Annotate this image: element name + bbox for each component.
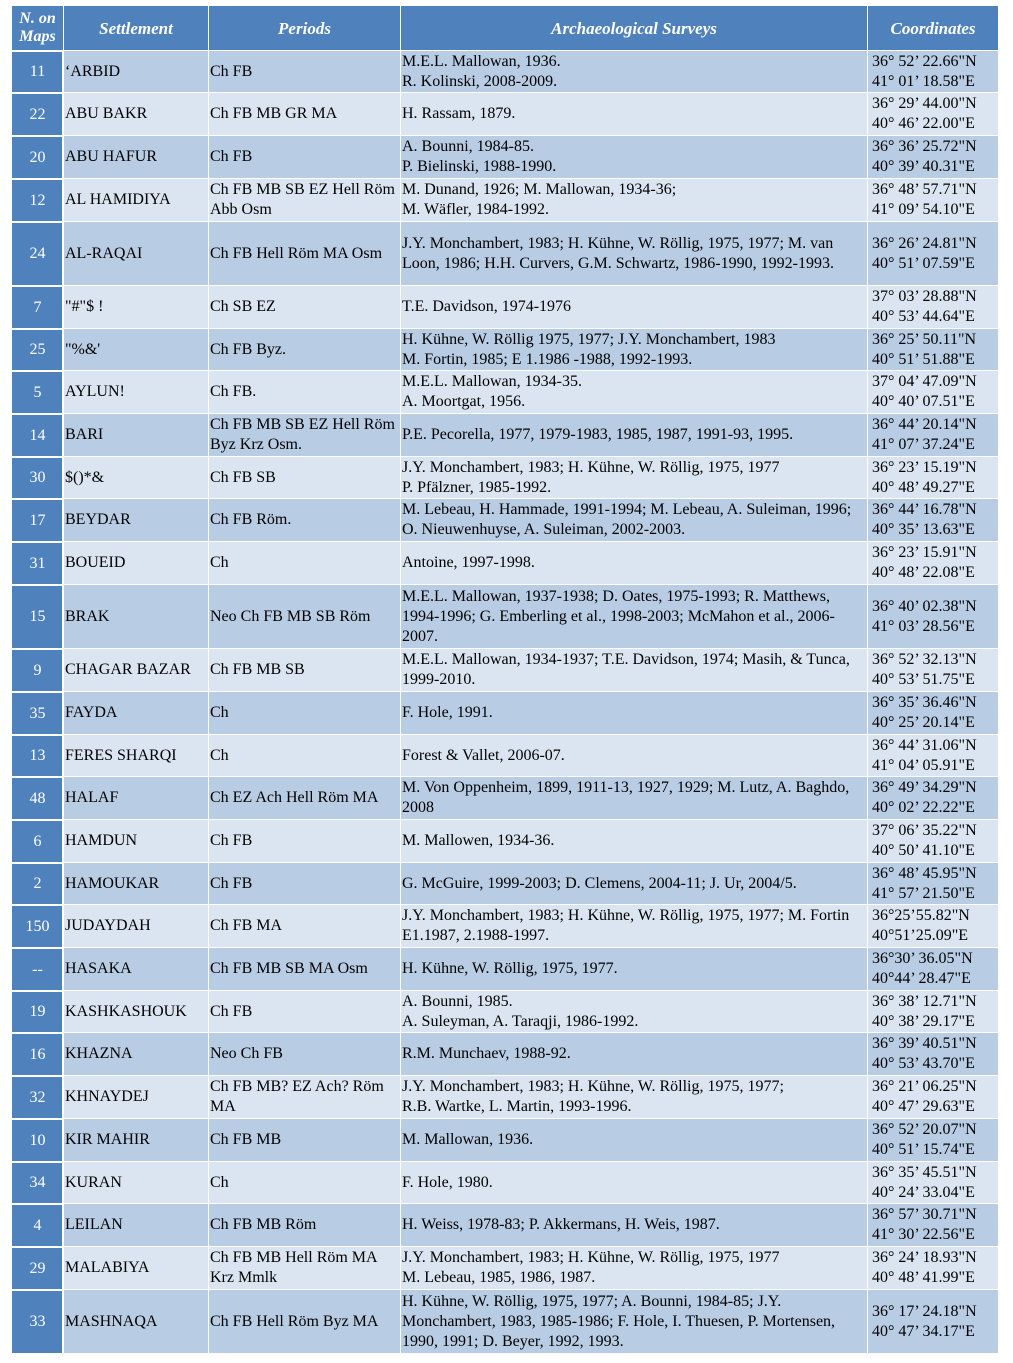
settlement-cell: "#"$ ! <box>64 285 209 328</box>
coordinates-cell <box>868 648 999 691</box>
periods-cell: Ch FB MB SB EZ Hell Röm Abb Osm <box>209 178 401 221</box>
latitude: 36° 26’ 24.81"N <box>872 234 977 252</box>
surveys-cell <box>401 1118 868 1161</box>
table-row <box>12 370 999 413</box>
surveys-cell <box>401 541 868 584</box>
survey-line: J.Y. Monchambert, 1983; H. Kühne, W. Röllig, 1975, 1977; M. Fortin E1.1987, 2.1988-1997. <box>402 907 850 944</box>
longitude: 40° 53’ 44.64"E <box>872 308 975 325</box>
latitude: 36° 29’ 44.00"N <box>872 95 977 112</box>
coordinates-cell <box>868 285 999 328</box>
map-number-cell: 19 <box>12 990 64 1032</box>
survey-line: Forest & Vallet, 2006-07. <box>402 746 565 764</box>
map-number-cell: 17 <box>12 498 64 541</box>
table-row <box>12 947 999 990</box>
latitude: 36° 52’ 22.66"N <box>872 52 977 70</box>
survey-line: H. Kühne, W. Röllig 1975, 1977; J.Y. Monchambert, 1983 <box>402 330 776 348</box>
table-row <box>12 584 999 648</box>
latitude: 36° 24’ 18.93"N <box>872 1249 977 1266</box>
latitude: 36° 38’ 12.71"N <box>872 992 977 1010</box>
coordinates-cell <box>868 135 999 178</box>
table-row <box>12 990 999 1032</box>
latitude: 36° 39’ 40.51"N <box>872 1035 977 1052</box>
map-number-cell: 150 <box>12 904 64 947</box>
settlements-table <box>12 6 999 1353</box>
longitude: 40° 50’ 41.10"E <box>872 842 975 859</box>
map-number-cell: 22 <box>12 92 64 135</box>
map-number-cell: 11 <box>12 50 64 92</box>
survey-line: M.E.L. Mallowan, 1936. <box>402 52 561 70</box>
coordinates-cell <box>868 541 999 584</box>
surveys-cell <box>401 221 868 285</box>
coordinates-cell <box>868 734 999 776</box>
coordinates-cell <box>868 413 999 456</box>
periods-cell: Ch FB <box>209 862 401 904</box>
latitude: 37° 06’ 35.22"N <box>872 822 977 839</box>
table-row <box>12 328 999 370</box>
latitude: 36°30’ 36.05"N <box>872 950 973 967</box>
settlement-cell: FERES SHARQI <box>64 734 209 776</box>
latitude: 36° 17’ 24.18"N <box>872 1302 977 1320</box>
longitude: 40° 40’ 07.51"E <box>872 393 975 410</box>
table-row <box>12 221 999 285</box>
periods-cell: Ch FB <box>209 135 401 178</box>
longitude: 40° 02’ 22.22"E <box>872 799 975 816</box>
survey-line: M. Von Oppenheim, 1899, 1911-13, 1927, 1929; M. Lutz, A. Baghdo, 2008 <box>402 779 850 816</box>
periods-cell: Ch FB MB <box>209 1118 401 1161</box>
table-row <box>12 734 999 776</box>
settlement-cell: KHAZNA <box>64 1032 209 1075</box>
table-row <box>12 92 999 135</box>
surveys-cell <box>401 178 868 221</box>
survey-line: P.E. Pecorella, 1977, 1979-1983, 1985, 1987, 1991-93, 1995. <box>402 426 794 443</box>
surveys-cell <box>401 1203 868 1246</box>
survey-line: Antoine, 1997-1998. <box>402 554 535 571</box>
longitude: 41° 03’ 28.56"E <box>872 617 975 635</box>
survey-line: M.E.L. Mallowan, 1937-1938; D. Oates, 1975-1993; R. Matthews, 1994-1996; G. Emberling et al., 1998-2003; McMahon et al., 2006-2007. <box>402 587 835 645</box>
map-number-cell: 33 <box>12 1289 64 1353</box>
latitude: 36° 52’ 32.13"N <box>872 651 977 668</box>
longitude: 40° 38’ 29.17"E <box>872 1012 975 1030</box>
periods-cell: Ch FB MA <box>209 904 401 947</box>
coordinates-cell <box>868 178 999 221</box>
settlement-cell: $()*& <box>64 456 209 498</box>
longitude: 40° 39’ 40.31"E <box>872 158 975 175</box>
survey-line: M. Lebeau, 1985, 1986, 1987. <box>402 1269 596 1286</box>
map-number-cell: 16 <box>12 1032 64 1075</box>
settlement-cell: HAMDUN <box>64 819 209 862</box>
settlement-cell: CHAGAR BAZAR <box>64 648 209 691</box>
surveys-cell <box>401 370 868 413</box>
coordinates-cell <box>868 1203 999 1246</box>
table-row <box>12 413 999 456</box>
survey-line: A. Suleyman, A. Taraqji, 1986-1992. <box>402 1012 639 1030</box>
table-row <box>12 178 999 221</box>
map-number-cell: 9 <box>12 648 64 691</box>
settlement-cell: JUDAYDAH <box>64 904 209 947</box>
table-row <box>12 1075 999 1118</box>
settlement-cell: HALAF <box>64 776 209 819</box>
latitude: 36° 57’ 30.71"N <box>872 1206 977 1223</box>
header-coordinates: Coordinates <box>868 6 999 50</box>
coordinates-cell <box>868 862 999 904</box>
settlement-cell: KASHKASHOUK <box>64 990 209 1032</box>
survey-line: A. Bounni, 1984-85. <box>402 138 534 155</box>
survey-line: H. Kühne, W. Röllig, 1975, 1977; A. Bounni, 1984-85; J.Y. Monchambert, 1983, 1985-1986; F. Hole, I. Thuesen, P. Mortensen, 1990, 1991; D. Beyer, 1992, 1993. <box>402 1292 836 1350</box>
periods-cell: Ch FB SB <box>209 456 401 498</box>
settlement-cell: KURAN <box>64 1161 209 1203</box>
map-number-cell: 30 <box>12 456 64 498</box>
settlement-cell: AYLUN! <box>64 370 209 413</box>
longitude: 40° 53’ 43.70"E <box>872 1055 975 1072</box>
map-number-cell: 48 <box>12 776 64 819</box>
latitude: 36° 44’ 20.14"N <box>872 416 977 433</box>
surveys-cell <box>401 584 868 648</box>
surveys-cell <box>401 135 868 178</box>
survey-line: M.E.L. Mallowan, 1934-1937; T.E. Davidson, 1974; Masih, & Tunca, 1999-2010. <box>402 651 850 688</box>
periods-cell: Ch FB MB SB <box>209 648 401 691</box>
table-row <box>12 498 999 541</box>
periods-cell: Ch EZ Ach Hell Röm MA <box>209 776 401 819</box>
settlement-cell: MALABIYA <box>64 1246 209 1289</box>
table-row <box>12 285 999 328</box>
settlement-cell: "%&' <box>64 328 209 370</box>
table-row <box>12 1289 999 1353</box>
map-number-cell: 4 <box>12 1203 64 1246</box>
coordinates-cell <box>868 947 999 990</box>
surveys-cell <box>401 328 868 370</box>
longitude: 40° 48’ 41.99"E <box>872 1269 975 1286</box>
settlement-cell: LEILAN <box>64 1203 209 1246</box>
survey-line: J.Y. Monchambert, 1983; H. Kühne, W. Röllig, 1975, 1977; M. van Loon, 1986; H.H. Curvers, G.M. Schwartz, 1986-1990, 1992-1993. <box>402 234 834 272</box>
survey-line: R.M. Munchaev, 1988-92. <box>402 1045 571 1062</box>
survey-line: H. Kühne, W. Röllig, 1975, 1977. <box>402 960 618 977</box>
periods-cell: Neo Ch FB <box>209 1032 401 1075</box>
map-number-cell: 15 <box>12 584 64 648</box>
settlement-cell: KHNAYDEJ <box>64 1075 209 1118</box>
surveys-cell <box>401 904 868 947</box>
longitude: 41° 01’ 18.58"E <box>872 72 975 90</box>
surveys-cell <box>401 862 868 904</box>
surveys-cell <box>401 648 868 691</box>
coordinates-cell <box>868 328 999 370</box>
surveys-cell <box>401 1161 868 1203</box>
map-number-cell: 35 <box>12 691 64 734</box>
periods-cell: Ch FB <box>209 990 401 1032</box>
survey-line: M. Fortin, 1985; E 1.1986 -1988, 1992-1993. <box>402 350 693 368</box>
table-row <box>12 541 999 584</box>
longitude: 40° 48’ 22.08"E <box>872 564 975 581</box>
settlement-cell: ABU HAFUR <box>64 135 209 178</box>
periods-cell: Ch SB EZ <box>209 285 401 328</box>
periods-cell: Ch FB Hell Röm MA Osm <box>209 221 401 285</box>
table-row <box>12 1161 999 1203</box>
longitude: 40° 25’ 20.14"E <box>872 714 975 731</box>
survey-line: A. Bounni, 1985. <box>402 992 513 1010</box>
surveys-cell <box>401 92 868 135</box>
table-row <box>12 1246 999 1289</box>
coordinates-cell <box>868 904 999 947</box>
surveys-cell <box>401 990 868 1032</box>
longitude: 40° 35’ 13.63"E <box>872 521 975 538</box>
surveys-cell <box>401 947 868 990</box>
longitude: 41° 30’ 22.56"E <box>872 1226 975 1243</box>
survey-line: P. Bielinski, 1988-1990. <box>402 158 557 175</box>
latitude: 36° 25’ 50.11"N <box>872 330 977 348</box>
longitude: 40° 46’ 22.00"E <box>872 115 975 132</box>
coordinates-cell <box>868 1118 999 1161</box>
survey-line: M. Dunand, 1926; M. Mallowan, 1934-36; <box>402 181 677 198</box>
map-number-cell: 29 <box>12 1246 64 1289</box>
longitude: 40°51’25.09"E <box>872 927 969 944</box>
coordinates-cell <box>868 1032 999 1075</box>
table-row <box>12 50 999 92</box>
survey-line: M. Wäfler, 1984-1992. <box>402 201 550 218</box>
survey-line: F. Hole, 1980. <box>402 1173 493 1191</box>
survey-line: J.Y. Monchambert, 1983; H. Kühne, W. Röllig, 1975, 1977 <box>402 458 780 476</box>
map-number-cell: 12 <box>12 178 64 221</box>
map-number-cell: 6 <box>12 819 64 862</box>
header-settlement: Settlement <box>64 6 209 50</box>
table-row <box>12 1118 999 1161</box>
coordinates-cell <box>868 1075 999 1118</box>
survey-line: J.Y. Monchambert, 1983; H. Kühne, W. Röllig, 1975, 1977; <box>402 1078 784 1095</box>
map-number-cell: 20 <box>12 135 64 178</box>
latitude: 36° 44’ 16.78"N <box>872 501 977 518</box>
survey-line: H. Weiss, 1978-83; P. Akkermans, H. Weis, 1987. <box>402 1216 720 1233</box>
table-row <box>12 648 999 691</box>
periods-cell: Ch FB MB Röm <box>209 1203 401 1246</box>
map-number-cell: 10 <box>12 1118 64 1161</box>
periods-cell: Ch FB Röm. <box>209 498 401 541</box>
periods-cell: Ch FB MB SB MA Osm <box>209 947 401 990</box>
periods-cell: Ch FB <box>209 50 401 92</box>
settlement-cell: MASHNAQA <box>64 1289 209 1353</box>
latitude: 36° 23’ 15.91"N <box>872 544 977 561</box>
coordinates-cell <box>868 1289 999 1353</box>
table-row <box>12 904 999 947</box>
longitude: 41° 07’ 37.24"E <box>872 436 975 453</box>
survey-line: H. Rassam, 1879. <box>402 105 516 122</box>
surveys-cell <box>401 776 868 819</box>
surveys-cell <box>401 285 868 328</box>
surveys-cell <box>401 691 868 734</box>
header-map-number: N. on Maps <box>12 6 64 50</box>
settlement-cell: KIR MAHIR <box>64 1118 209 1161</box>
coordinates-cell <box>868 50 999 92</box>
settlement-cell: ABU BAKR <box>64 92 209 135</box>
periods-cell: Ch <box>209 691 401 734</box>
coordinates-cell <box>868 92 999 135</box>
longitude: 40° 48’ 49.27"E <box>872 478 975 496</box>
table-row <box>12 776 999 819</box>
map-number-cell: 32 <box>12 1075 64 1118</box>
map-number-cell: 34 <box>12 1161 64 1203</box>
map-number-cell: 5 <box>12 370 64 413</box>
settlement-cell: AL-RAQAI <box>64 221 209 285</box>
periods-cell: Neo Ch FB MB SB Röm <box>209 584 401 648</box>
survey-line: M. Mallowen, 1934-36. <box>402 832 555 849</box>
survey-line: M. Lebeau, H. Hammade, 1991-1994; M. Lebeau, A. Suleiman, 1996; O. Nieuwenhuyse, A. Suleiman, 2002-2003. <box>402 501 852 538</box>
survey-line: P. Pfälzner, 1985-1992. <box>402 478 552 496</box>
table-row <box>12 135 999 178</box>
longitude: 40° 51’ 15.74"E <box>872 1141 975 1158</box>
table-row <box>12 691 999 734</box>
longitude: 41° 04’ 05.91"E <box>872 756 975 774</box>
latitude: 36° 48’ 57.71"N <box>872 181 977 198</box>
latitude: 37° 04’ 47.09"N <box>872 373 977 390</box>
periods-cell: Ch FB MB Hell Röm MA Krz Mmlk <box>209 1246 401 1289</box>
latitude: 36° 52’ 20.07"N <box>872 1121 977 1138</box>
latitude: 36° 49’ 34.29"N <box>872 779 977 796</box>
settlement-cell: BEYDAR <box>64 498 209 541</box>
survey-line: R.B. Wartke, L. Martin, 1993-1996. <box>402 1098 632 1115</box>
coordinates-cell <box>868 221 999 285</box>
periods-cell: Ch FB <box>209 819 401 862</box>
latitude: 36° 23’ 15.19"N <box>872 458 977 476</box>
map-number-cell: 25 <box>12 328 64 370</box>
coordinates-cell <box>868 584 999 648</box>
survey-line: T.E. Davidson, 1974-1976 <box>402 298 572 315</box>
longitude: 41° 09’ 54.10"E <box>872 201 975 218</box>
surveys-cell <box>401 1246 868 1289</box>
table-row <box>12 1203 999 1246</box>
latitude: 36° 35’ 45.51"N <box>872 1163 977 1181</box>
header-row <box>12 6 999 50</box>
latitude: 36° 36’ 25.72"N <box>872 138 977 155</box>
longitude: 40°44’ 28.47"E <box>872 970 971 987</box>
table-row <box>12 819 999 862</box>
longitude: 40° 47’ 34.17"E <box>872 1322 975 1340</box>
longitude: 40° 51’ 07.59"E <box>872 254 975 272</box>
coordinates-cell <box>868 691 999 734</box>
longitude: 40° 47’ 29.63"E <box>872 1098 975 1115</box>
map-number-cell: 31 <box>12 541 64 584</box>
map-number-cell: -- <box>12 947 64 990</box>
header-periods: Periods <box>209 6 401 50</box>
surveys-cell <box>401 413 868 456</box>
coordinates-cell <box>868 819 999 862</box>
latitude: 36° 48’ 45.95"N <box>872 864 977 882</box>
surveys-cell <box>401 50 868 92</box>
map-number-cell: 14 <box>12 413 64 456</box>
surveys-cell <box>401 498 868 541</box>
map-number-cell: 7 <box>12 285 64 328</box>
periods-cell: Ch FB. <box>209 370 401 413</box>
table-body <box>12 50 999 1353</box>
latitude: 36°25’55.82"N <box>872 907 970 924</box>
periods-cell: Ch FB Byz. <box>209 328 401 370</box>
map-number-cell: 13 <box>12 734 64 776</box>
coordinates-cell <box>868 456 999 498</box>
survey-line: A. Moortgat, 1956. <box>402 393 526 410</box>
surveys-cell <box>401 734 868 776</box>
periods-cell: Ch FB Hell Röm Byz MA <box>209 1289 401 1353</box>
settlement-cell: AL HAMIDIYA <box>64 178 209 221</box>
longitude: 41° 57’ 21.50"E <box>872 884 975 902</box>
periods-cell: Ch FB MB SB EZ Hell Röm Byz Krz Osm. <box>209 413 401 456</box>
periods-cell: Ch FB MB? EZ Ach? Röm MA <box>209 1075 401 1118</box>
surveys-cell <box>401 456 868 498</box>
survey-line: M.E.L. Mallowan, 1934-35. <box>402 373 582 390</box>
surveys-cell <box>401 1289 868 1353</box>
settlement-cell: FAYDA <box>64 691 209 734</box>
survey-line: R. Kolinski, 2008-2009. <box>402 72 558 90</box>
periods-cell: Ch <box>209 541 401 584</box>
latitude: 36° 44’ 31.06"N <box>872 736 977 754</box>
longitude: 40° 53’ 51.75"E <box>872 671 975 688</box>
coordinates-cell <box>868 990 999 1032</box>
settlement-cell: HAMOUKAR <box>64 862 209 904</box>
coordinates-cell <box>868 1246 999 1289</box>
latitude: 36° 35’ 36.46"N <box>872 694 977 711</box>
map-number-cell: 2 <box>12 862 64 904</box>
coordinates-cell <box>868 776 999 819</box>
table-row <box>12 1032 999 1075</box>
surveys-cell <box>401 1075 868 1118</box>
settlement-cell: BRAK <box>64 584 209 648</box>
longitude: 40° 51’ 51.88"E <box>872 350 975 368</box>
survey-line: F. Hole, 1991. <box>402 704 493 721</box>
map-number-cell: 24 <box>12 221 64 285</box>
surveys-cell <box>401 819 868 862</box>
settlement-cell: BOUEID <box>64 541 209 584</box>
coordinates-cell <box>868 498 999 541</box>
periods-cell: Ch FB MB GR MA <box>209 92 401 135</box>
survey-line: M. Mallowan, 1936. <box>402 1131 534 1148</box>
longitude: 40° 24’ 33.04"E <box>872 1183 975 1201</box>
settlement-cell: BARI <box>64 413 209 456</box>
coordinates-cell <box>868 1161 999 1203</box>
coordinates-cell <box>868 370 999 413</box>
latitude: 36° 21’ 06.25"N <box>872 1078 977 1095</box>
survey-line: J.Y. Monchambert, 1983; H. Kühne, W. Röllig, 1975, 1977 <box>402 1249 780 1266</box>
table-row <box>12 456 999 498</box>
settlement-cell: HASAKA <box>64 947 209 990</box>
settlement-cell: ‘ARBID <box>64 50 209 92</box>
surveys-cell <box>401 1032 868 1075</box>
periods-cell: Ch <box>209 1161 401 1203</box>
latitude: 37° 03’ 28.88"N <box>872 288 977 305</box>
table-row <box>12 862 999 904</box>
latitude: 36° 40’ 02.38"N <box>872 597 977 615</box>
survey-line: G. McGuire, 1999-2003; D. Clemens, 2004-11; J. Ur, 2004/5. <box>402 874 797 892</box>
periods-cell: Ch <box>209 734 401 776</box>
header-surveys: Archaeological Surveys <box>401 6 868 50</box>
